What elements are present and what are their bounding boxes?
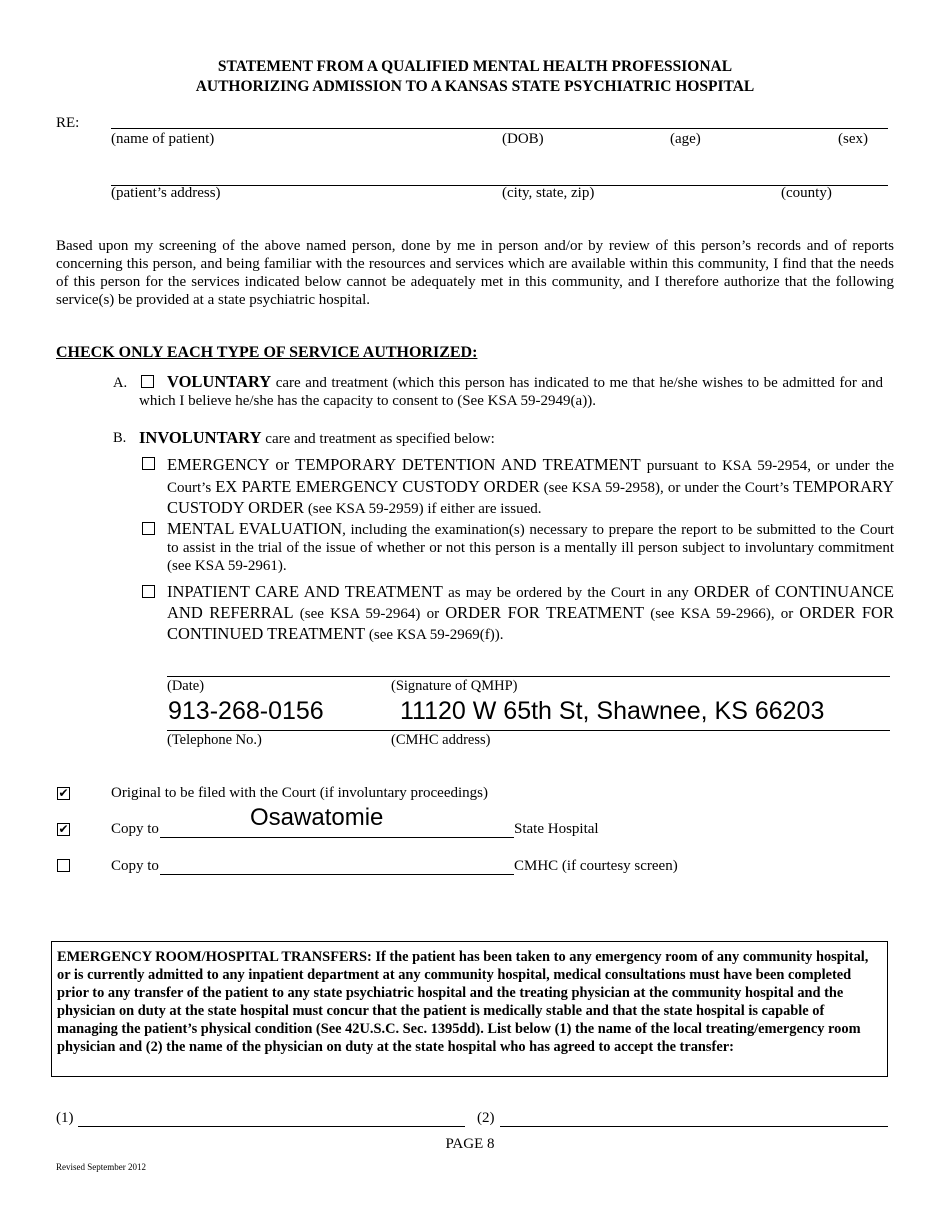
er-transfer-text: EMERGENCY ROOM/HOSPITAL TRANSFERS: If the patient has been taken to any emergency room of any community hospital, or is currently admitted to any inpatient department at any community hospital, medical consultations must have been completed prior to any transfer of the patient to any state psychiatric hospital and the treating physician at the community hospital and the physician on duty at the state hospital must concur that the patient is medically stable and that the state hospital is capable of managing the patient’s physical condition (See 42U.S.C. Sec. 1395dd). List below (1) the name of the local treating/emergency room physician and (2) the name of the physician on duty at the state hospital who has agreed to accept the transfer: (57, 949, 869, 1055)
date-signature-line[interactable] (167, 676, 890, 677)
involuntary-keyword: INVOLUNTARY (139, 428, 262, 447)
telephone-value[interactable]: 913-268-0156 (168, 697, 324, 725)
emergency-detention-checkbox[interactable] (142, 457, 155, 470)
county-label: (county) (781, 185, 832, 201)
name-of-patient-label: (name of patient) (111, 131, 215, 147)
physician-1-line[interactable] (78, 1126, 465, 1127)
original-filed-checkbox[interactable]: ✔ (58, 786, 69, 800)
copy-state-prefix: Copy to (111, 821, 159, 837)
qmhp-signature-label: (Signature of QMHP) (391, 678, 518, 694)
mental-evaluation-checkbox[interactable] (142, 522, 155, 535)
cmhc-copy-suffix: CMHC (if courtesy screen) (514, 858, 678, 874)
inpatient-care-part: as may be ordered by the Court in any (442, 585, 695, 601)
mental-evaluation-description: , including the examination(s) necessary to prepare the report to be submitted to the Court to assist in the trial of the issue of whether or not this person is a mentally ill person subject to involuntary commitment (see KSA 59-2961). (167, 522, 894, 574)
temporary-custody-keyword: TEMPORARY CUSTODY ORDER (167, 476, 894, 517)
services-heading: CHECK ONLY EACH TYPE OF SERVICE AUTHORIZED: (56, 344, 478, 361)
re-label: RE: (56, 115, 80, 131)
cmhc-copy-line[interactable] (160, 874, 514, 875)
involuntary-text (139, 428, 495, 448)
continuance-referral-keyword: ORDER of CONTINUANCE AND REFERRAL (167, 582, 894, 622)
city-state-zip-label: (city, state, zip) (502, 185, 595, 201)
age-label: (age) (670, 131, 701, 147)
er-transfer-box (51, 941, 888, 1077)
form-title-line-1: STATEMENT FROM A QUALIFIED MENTAL HEALTH PROFESSIONAL (217, 58, 733, 75)
form-title-line-2: AUTHORIZING ADMISSION TO A KANSAS STATE PSYCHIATRIC HOSPITAL (195, 78, 755, 95)
voluntary-keyword: VOLUNTARY (167, 372, 272, 391)
emergency-detention-text (167, 455, 894, 520)
service-b-letter: B. (113, 430, 127, 446)
involuntary-description: care and treatment as specified below: (261, 431, 495, 447)
cmhc-address-label: (CMHC address) (391, 732, 491, 748)
continued-treatment-keyword: ORDER FOR CONTINUED TREATMENT (167, 603, 894, 643)
dob-label: (DOB) (502, 131, 544, 147)
original-filed-label: Original to be filed with the Court (if involuntary proceedings) (111, 785, 488, 801)
emergency-detention-part: (see KSA 59-2959) if either are issued. (304, 501, 542, 517)
physician-2-line[interactable] (500, 1126, 888, 1127)
copy-state-hospital-checkbox[interactable]: ✔ (58, 822, 69, 836)
inpatient-care-part: (see KSA 59-2964) or (293, 606, 446, 622)
physician-2-label: (2) (477, 1110, 495, 1126)
intro-paragraph: Based upon my screening of the above named person, done by me in person and/or by review of this person’s records and of reports concerning this person, and being familiar with the resources and services which are available within this community, I find that the needs of this person for the services indicated below cannot be adequately met in this community, and I therefore authorize that the following service(s) be provided at a state psychiatric hospital. (56, 238, 894, 308)
inpatient-care-checkbox[interactable] (142, 585, 155, 598)
inpatient-care-text (167, 582, 894, 645)
mental-evaluation-text (167, 520, 894, 575)
telephone-label: (Telephone No.) (167, 732, 262, 748)
state-hospital-value[interactable]: Osawatomie (250, 804, 384, 831)
emergency-detention-part: pursuant to KSA 59-2954, or under the Court’s (167, 458, 894, 496)
patient-address-line[interactable] (111, 185, 888, 186)
inpatient-care-keyword: INPATIENT CARE AND TREATMENT (167, 582, 443, 601)
sex-label: (sex) (838, 131, 868, 147)
state-hospital-line (160, 837, 514, 838)
mental-evaluation-keyword: MENTAL EVALUATION (167, 519, 343, 538)
patient-info-line[interactable] (111, 128, 888, 129)
cmhc-address-value[interactable]: 11120 W 65th St, Shawnee, KS 66203 (400, 697, 825, 725)
copy-cmhc-prefix: Copy to (111, 858, 159, 874)
service-a-letter: A. (113, 375, 128, 391)
inpatient-care-part: (see KSA 59-2966), or (644, 606, 800, 622)
ex-parte-order-keyword: EX PARTE EMERGENCY CUSTODY ORDER (215, 476, 540, 496)
phone-address-line (167, 730, 890, 731)
order-for-treatment-keyword: ORDER FOR TREATMENT (445, 603, 645, 622)
patient-address-label: (patient’s address) (111, 185, 221, 201)
emergency-detention-keyword: EMERGENCY or TEMPORARY DETENTION AND TREATMENT (167, 455, 641, 474)
physician-1-label: (1) (56, 1110, 74, 1126)
date-label: (Date) (167, 678, 205, 694)
state-hospital-suffix: State Hospital (514, 821, 599, 837)
voluntary-description: care and treatment (which this person has indicated to me that he/she wishes to be admitted for and which I believe he/she has the capacity to consent to (See KSA 59-2949(a)). (139, 375, 883, 409)
revised-date: Revised September 2012 (56, 1162, 146, 1172)
inpatient-care-part: (see KSA 59-2969(f)). (365, 627, 504, 643)
copy-cmhc-checkbox[interactable] (57, 859, 70, 872)
voluntary-text (139, 373, 883, 410)
emergency-detention-part: (see KSA 59-2958), or under the Court’s (539, 479, 794, 496)
page-number: PAGE 8 (445, 1136, 495, 1152)
